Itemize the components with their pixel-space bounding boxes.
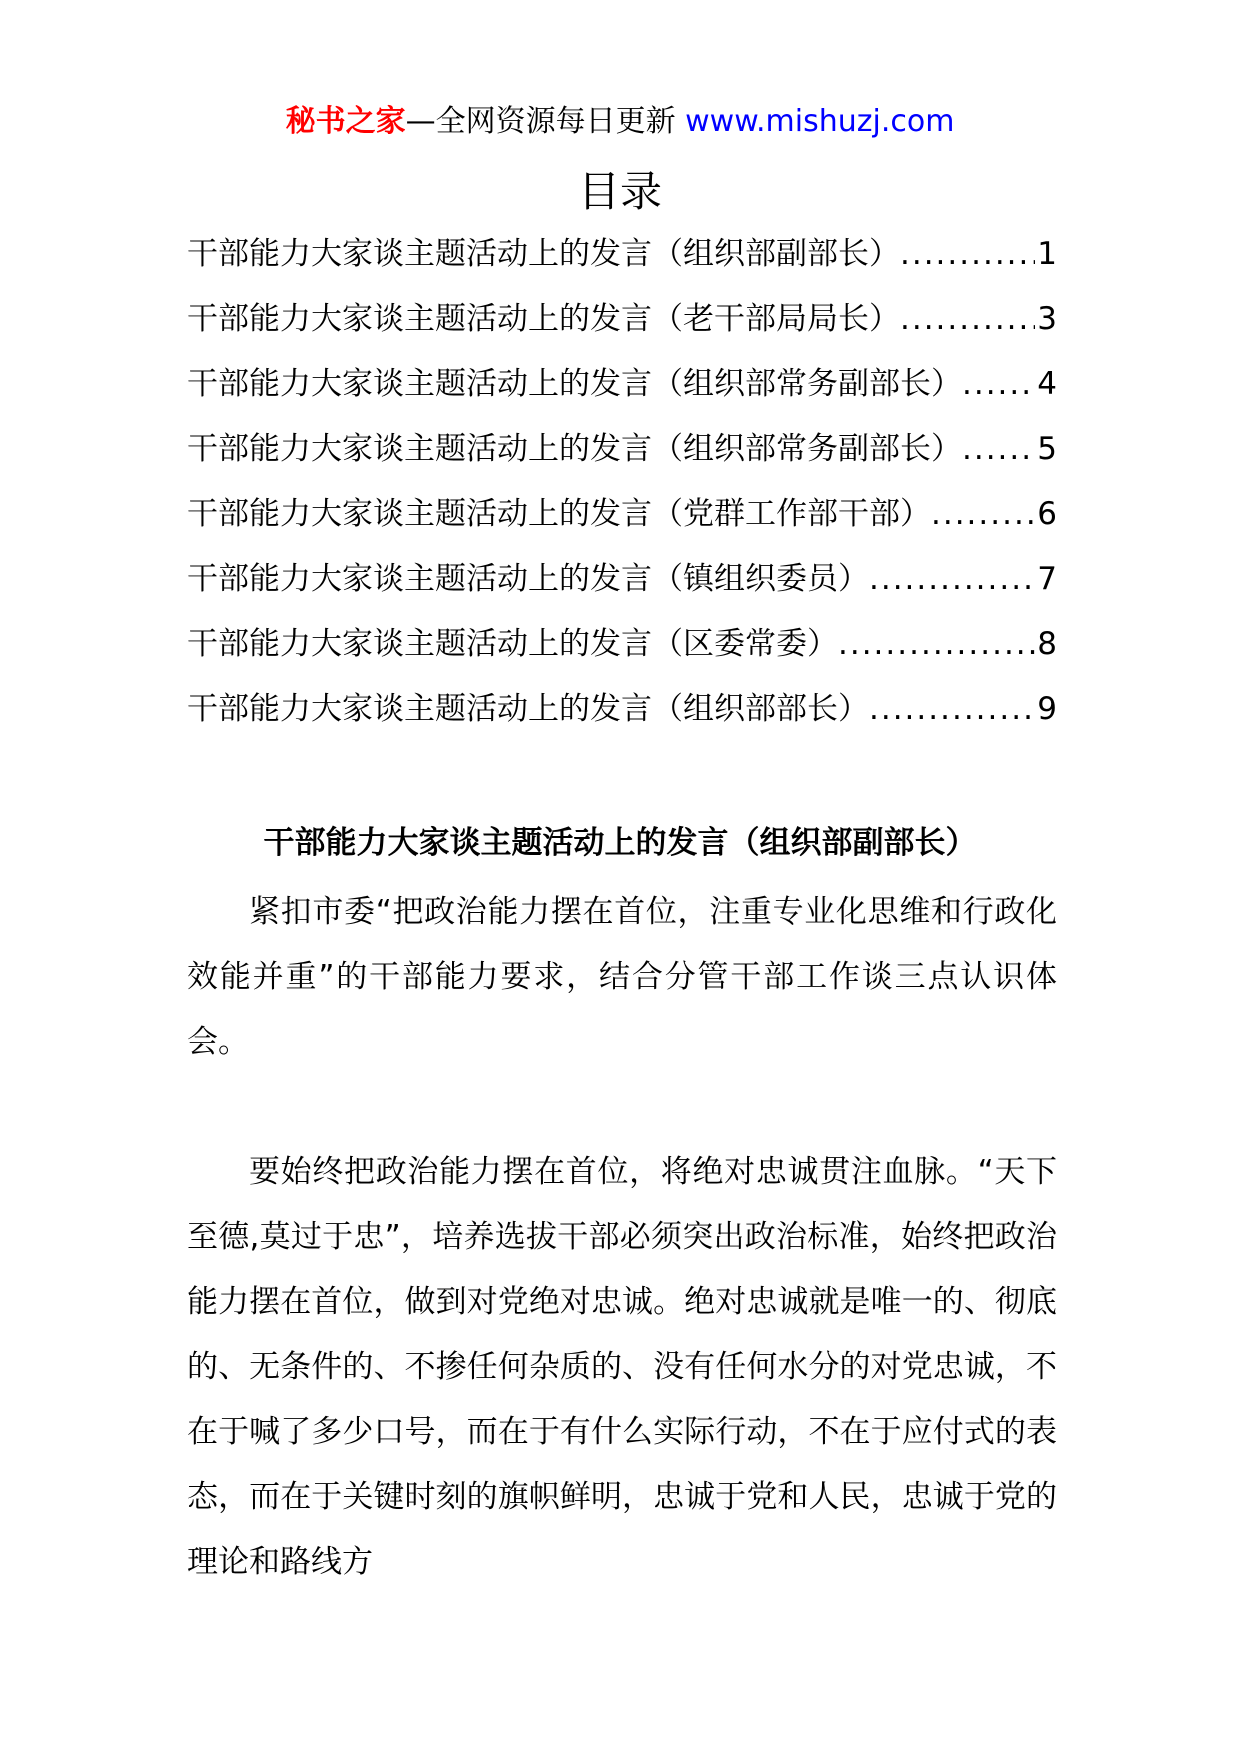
- toc-entry[interactable]: [187, 489, 1057, 554]
- toc-entry[interactable]: [187, 359, 1057, 424]
- toc-entry-text: 干部能力大家谈主题活动上的发言（组织部副部长）: [187, 236, 900, 272]
- toc-entry[interactable]: [187, 684, 1057, 749]
- toc-entry[interactable]: [187, 424, 1057, 489]
- toc-entry-text: 干部能力大家谈主题活动上的发言（组织部常务副部长）: [187, 431, 962, 467]
- toc-dot-leader: [900, 229, 1035, 279]
- toc-dot-leader: [869, 554, 1035, 604]
- toc-entry[interactable]: [187, 294, 1057, 359]
- site-url-link[interactable]: www.mishuzj.com: [685, 104, 955, 139]
- toc-page-number: 9: [1037, 691, 1057, 727]
- toc-page-number: 5: [1037, 431, 1057, 467]
- toc-entry[interactable]: [187, 229, 1057, 294]
- toc-entry-text: 干部能力大家谈主题活动上的发言（组织部常务副部长）: [187, 366, 962, 402]
- toc-page-number: 1: [1037, 236, 1057, 272]
- toc-dot-leader: [962, 424, 1035, 474]
- toc-page-number: 4: [1037, 366, 1057, 402]
- header-tagline: —全网资源每日更新: [405, 104, 686, 139]
- toc-title: 目录: [577, 167, 662, 216]
- toc-page-number: 8: [1037, 626, 1057, 662]
- toc-dot-leader: [931, 489, 1035, 539]
- toc-entry-text: 干部能力大家谈主题活动上的发言（老干部局局长）: [187, 301, 900, 337]
- toc-entry[interactable]: [187, 619, 1057, 684]
- toc-page-number: 3: [1037, 301, 1057, 337]
- toc-entry[interactable]: [187, 554, 1057, 619]
- toc-page-number: 7: [1037, 561, 1057, 597]
- brand-name: 秘书之家: [285, 104, 406, 139]
- article-paragraph: 紧扣市委“把政治能力摆在首位，注重专业化思维和行政化效能并重”的干部能力要求，结合分管干部工作谈三点认识体会。: [187, 894, 1057, 1060]
- toc-entry-text: 干部能力大家谈主题活动上的发言（区委常委）: [187, 626, 838, 662]
- site-header: [0, 100, 1240, 144]
- toc-entry-text: 干部能力大家谈主题活动上的发言（镇组织委员）: [187, 561, 869, 597]
- toc-page-number: 6: [1037, 496, 1057, 532]
- toc-entry-text: 干部能力大家谈主题活动上的发言（组织部部长）: [187, 691, 869, 727]
- toc-dot-leader: [838, 619, 1035, 669]
- article-title: 干部能力大家谈主题活动上的发言（组织部副部长）: [263, 825, 977, 861]
- toc-dot-leader: [900, 294, 1035, 344]
- toc-entry-text: 干部能力大家谈主题活动上的发言（党群工作部干部）: [187, 496, 931, 532]
- toc-dot-leader: [962, 359, 1035, 409]
- article-paragraph: 要始终把政治能力摆在首位，将绝对忠诚贯注血脉。“天下至德,莫过于忠”，培养选拔干部必须突出政治标准，始终把政治能力摆在首位，做到对党绝对忠诚。绝对忠诚就是唯一的、彻底的、无条件的、不掺任何杂质的、没有任何水分的对党忠诚，不在于喊了多少口号，而在于有什么实际行动，不在于应付式的表态，而在于关键时刻的旗帜鲜明，忠诚于党和人民，忠诚于党的理论和路线方: [187, 1154, 1057, 1580]
- toc-dot-leader: [869, 684, 1035, 734]
- table-of-contents: [187, 229, 1057, 749]
